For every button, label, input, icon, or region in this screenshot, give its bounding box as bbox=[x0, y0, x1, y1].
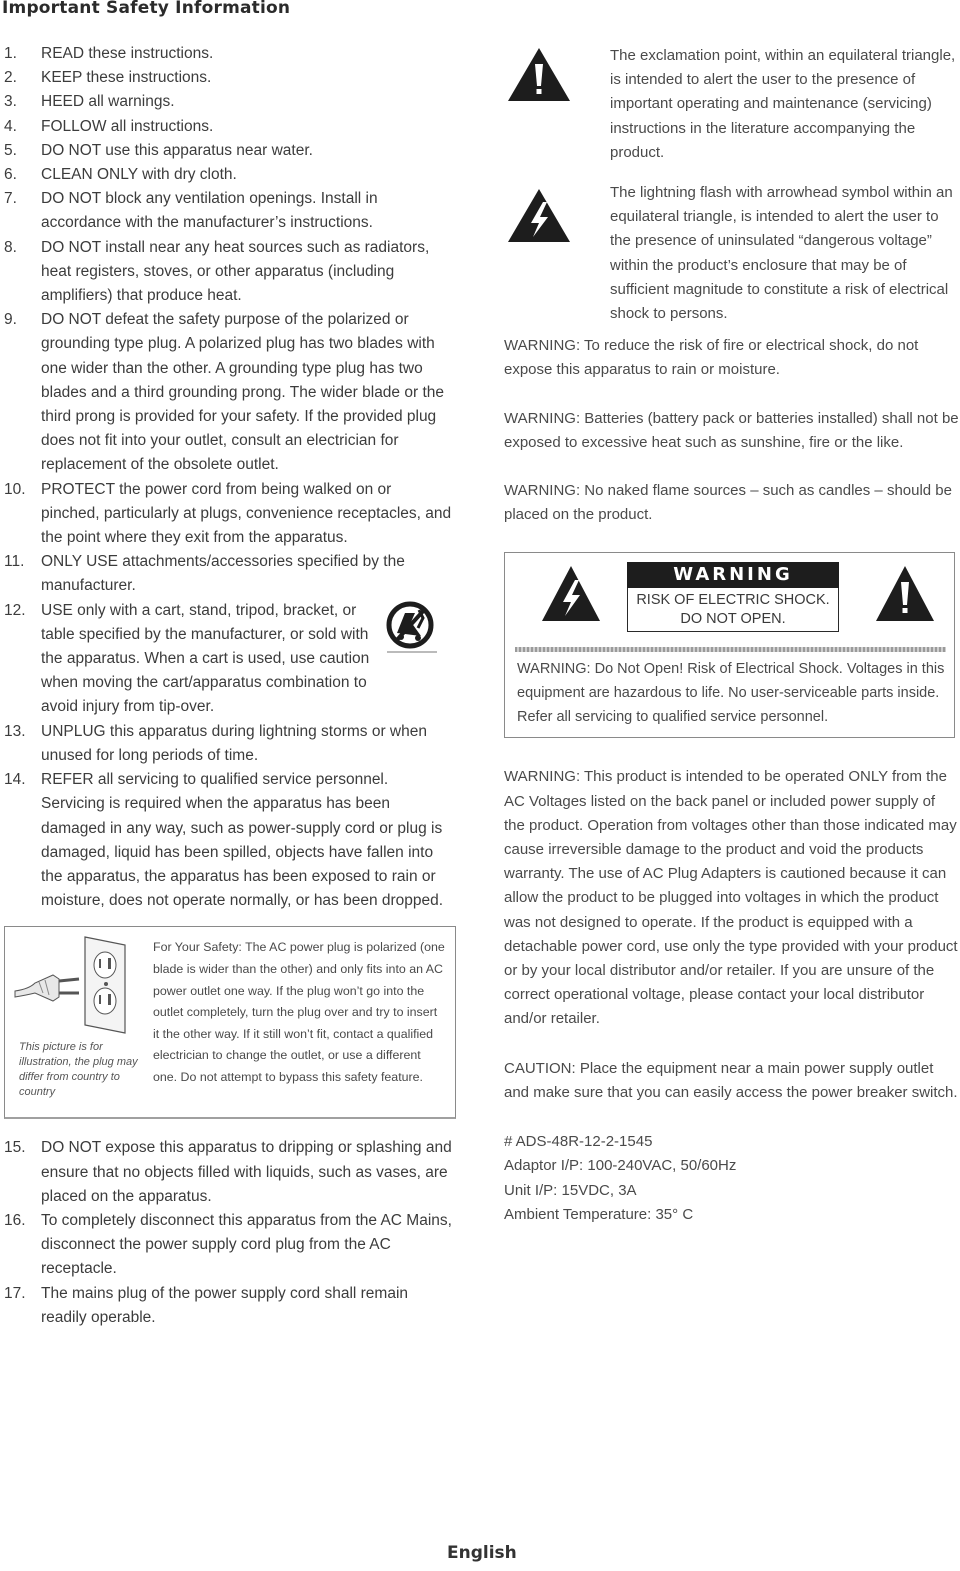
list-item bbox=[4, 42, 454, 66]
warning-label-line: DO NOT OPEN. bbox=[680, 611, 786, 628]
list-item bbox=[4, 115, 454, 139]
item-number: 11. bbox=[4, 553, 25, 571]
item-number: 13. bbox=[4, 722, 26, 740]
list-item bbox=[4, 768, 454, 913]
item-number: 16. bbox=[4, 1211, 26, 1229]
item-text: DO NOT use this apparatus near water. bbox=[41, 141, 313, 159]
list-item bbox=[4, 550, 454, 598]
list-item bbox=[4, 478, 454, 551]
item-text: USE only with a cart, stand, tripod, bracket, or table specified by the manufacturer, or sold with the apparatus. When a cart is used, use caution when moving the cart/apparatus combination to avoid injury from tip-over. bbox=[41, 601, 370, 716]
item-text: ONLY USE attachments/accessories specified by the manufacturer. bbox=[41, 553, 405, 595]
item-text: UNPLUG this apparatus during lightning storms or when unused for long periods of time. bbox=[41, 722, 427, 764]
warnings-column bbox=[504, 44, 960, 1227]
item-text: CLEAN ONLY with dry cloth. bbox=[41, 166, 237, 184]
plug-safety-text: For Your Safety: The AC power plug is polarized (one blade is wider than the other) and only fits into an AC power outlet one way. If the plug won’t go into the outlet completely, turn the plug over and try to insert it the other way. If it still won’t fit, contact a qualified electrician to change the outlet, or use a different one. Do not attempt to bypass this safety feature. bbox=[153, 940, 445, 1084]
item-text: DO NOT block any ventilation openings. Install in accordance with the manufacturer’s instructions. bbox=[41, 190, 378, 232]
item-text: The mains plug of the power supply cord shall remain readily operable. bbox=[41, 1284, 409, 1326]
item-text: READ these instructions. bbox=[41, 45, 214, 62]
list-item bbox=[4, 1136, 454, 1209]
item-number: 2. bbox=[4, 69, 17, 87]
page-title: Important Safety Information bbox=[2, 0, 291, 18]
item-text: KEEP these instructions. bbox=[41, 69, 212, 87]
polarized-plug-outlet-icon bbox=[13, 935, 135, 1035]
item-number: 10. bbox=[4, 480, 26, 498]
exclamation-triangle-icon bbox=[875, 564, 935, 622]
cart-tipover-warning-icon bbox=[385, 600, 437, 658]
item-number: 6. bbox=[4, 166, 17, 184]
item-number: 1. bbox=[4, 45, 17, 62]
warning-label-line: RISK OF ELECTRIC SHOCK. bbox=[636, 592, 830, 609]
adaptor-input: Adaptor I/P: 100-240VAC, 50/60Hz bbox=[504, 1157, 737, 1175]
item-text: HEED all warnings. bbox=[41, 93, 175, 111]
list-item bbox=[4, 308, 454, 477]
list-item bbox=[4, 1209, 454, 1282]
item-number: 17. bbox=[4, 1284, 26, 1302]
list-item bbox=[4, 1282, 454, 1330]
item-number: 15. bbox=[4, 1139, 26, 1157]
item-number: 3. bbox=[4, 93, 17, 111]
item-number: 7. bbox=[4, 190, 17, 208]
exclamation-symbol-explanation bbox=[504, 44, 960, 165]
item-text: To completely disconnect this apparatus from the AC Mains, disconnect the power supply cord plug from the AC receptacle. bbox=[41, 1211, 452, 1278]
exclamation-triangle-icon bbox=[507, 46, 571, 102]
model-number: # ADS-48R-12-2-1545 bbox=[504, 1133, 653, 1151]
lightning-symbol-explanation bbox=[504, 181, 960, 326]
list-item bbox=[4, 90, 454, 114]
item-text: FOLLOW all instructions. bbox=[41, 117, 214, 135]
language-footer: English bbox=[447, 1543, 517, 1563]
lightning-symbol-text: The lightning flash with arrowhead symbol within an equilateral triangle, is intended to alert the user to the presence of uninsulated “dangerous voltage” within the product’s enclosure that may be of sufficient magnitude to constitute a risk of electrical shock to persons. bbox=[610, 184, 953, 323]
list-item bbox=[4, 236, 454, 309]
item-text: DO NOT expose this apparatus to dripping or splashing and ensure that no objects filled with liquids, such as vases, are placed on the apparatus. bbox=[41, 1139, 452, 1205]
item-number: 8. bbox=[4, 238, 17, 256]
instruction-list bbox=[4, 42, 454, 913]
warning-label-header: WARNING bbox=[627, 562, 839, 588]
divider bbox=[515, 647, 946, 652]
list-item bbox=[4, 187, 454, 235]
shock-warning-box bbox=[504, 552, 955, 738]
item-text: DO NOT defeat the safety purpose of the polarized or grounding type plug. A polarized plug has two blades with one wider than the other. A grounding type plug has two blades and a third grounding prong. The wider blade or the third prong is provided for your safety. If the provided plug does not fit into your outlet, consult an electrician for replacement of the obsolete outlet. bbox=[41, 311, 444, 474]
lightning-triangle-icon bbox=[507, 187, 571, 243]
instruction-list-continued bbox=[4, 1136, 454, 1330]
unit-input: Unit I/P: 15VDC, 3A bbox=[504, 1181, 637, 1199]
item-number: 4. bbox=[4, 117, 17, 135]
voltage-warning: WARNING: This product is intended to be operated ONLY from the AC Voltages listed on the back panel or included power supply of the product. Operation from voltages other than those indicated may cause irreversible damage to the product and void the products warranty. The use of AC Plug Adapters is cautioned because it can allow the product to be plugged into voltages in which the product was not designed to operate. If the product is equipped with a detachable power cord, use only the type provided with your product or by your local distributor and/or retailer. If you are unsure of the correct operational voltage, please contact your local distributor and/or retailer. bbox=[504, 768, 958, 1028]
battery-warning: WARNING: Batteries (battery pack or batteries installed) shall not be exposed to excessive heat such as sunshine, fire or the like. bbox=[504, 409, 959, 451]
item-number: 9. bbox=[4, 311, 17, 329]
flame-warning: WARNING: No naked flame sources – such as candles – should be placed on the product. bbox=[504, 482, 952, 524]
polarized-plug-notice bbox=[4, 926, 456, 1119]
warning-label bbox=[627, 562, 839, 632]
warning-label-body bbox=[627, 588, 839, 632]
list-item bbox=[4, 163, 454, 187]
shock-warning-text: WARNING: Do Not Open! Risk of Electrical Shock. Voltages in this equipment are hazardous to life. No user-serviceable parts inside. Refer all servicing to qualified service personnel. bbox=[517, 661, 945, 726]
list-item bbox=[4, 66, 454, 90]
item-number: 5. bbox=[4, 141, 17, 159]
item-number: 14. bbox=[4, 771, 26, 789]
list-item bbox=[4, 599, 454, 720]
item-text: PROTECT the power cord from being walked on or pinched, particularly at plugs, convenience receptacles, and the point where they exit from the apparatus. bbox=[41, 480, 452, 547]
instructions-column bbox=[4, 42, 454, 1330]
item-text: REFER all servicing to qualified service personnel. Servicing is required when the apparatus has been damaged in any way, such as power-supply cord or plug is damaged, liquid has been spilled, objects have fallen into the apparatus, the apparatus has been exposed to rain or moisture, does not operate normally, or has been dropped. bbox=[41, 771, 444, 910]
item-number: 12. bbox=[4, 601, 26, 619]
lightning-triangle-icon bbox=[541, 564, 601, 622]
ambient-temperature: Ambient Temperature: 35° C bbox=[504, 1205, 694, 1223]
list-item bbox=[4, 139, 454, 163]
power-outlet-caution: CAUTION: Place the equipment near a main power supply outlet and make sure that you can easily access the power breaker switch. bbox=[504, 1059, 958, 1101]
power-specifications bbox=[504, 1130, 960, 1227]
plug-illustration-caption: This picture is for illustration, the plug may differ from country to country bbox=[19, 1041, 138, 1099]
rain-warning: WARNING: To reduce the risk of fire or electrical shock, do not expose this apparatus to rain or moisture. bbox=[504, 337, 919, 379]
item-text: DO NOT install near any heat sources such as radiators, heat registers, stoves, or other apparatus (including amplifiers) that produce heat. bbox=[41, 238, 430, 305]
list-item bbox=[4, 720, 454, 768]
exclamation-symbol-text: The exclamation point, within an equilateral triangle, is intended to alert the user to the presence of important operating and maintenance (servicing) instructions in the literature accompanying the product. bbox=[610, 47, 956, 161]
